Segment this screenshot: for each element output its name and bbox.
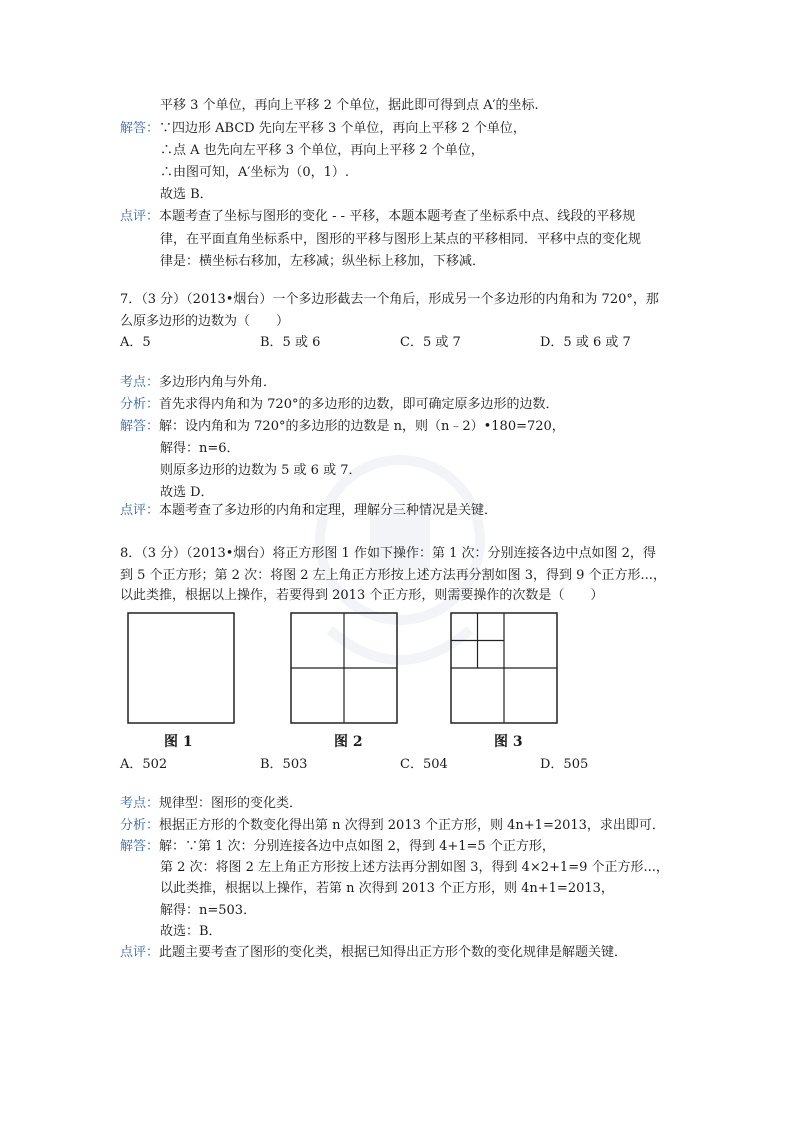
q8-answer-line-2: 第 2 次：将图 2 左上角正方形按上述方法再分割如图 3，得到 4×2+1=9 个正方形...， [160,860,669,875]
q7-comment: 点评：本题考查了多边形的内角和定理，理解分三种情况是关键． [120,503,498,518]
q8-option-c: C．504 [400,757,448,772]
answer-tag: 解答： [120,839,160,854]
figure-3 [450,612,558,724]
q8-stem-line-1: 8．（3 分）（2013•烟台）将正方形图 1 作如下操作：第 1 次：分别连接各边中点如图 2，得 [120,546,656,561]
q6-answer-line-2: ∴点 A 也先向左平移 3 个单位，再向上平移 2 个单位， [160,143,484,158]
q8-answer-line-4: 解得：n=503． [160,903,257,918]
q7-answer-line-2: 解得：n=6． [160,441,240,456]
q8-answer-line-1: 解答：解：∵第 1 次：分别连接各边中点如图 2，得到 4+1=5 个正方形， [120,839,555,854]
q8-analysis: 分析：根据正方形的个数变化得出第 n 次得到 2013 个正方形，则 4n+1=2013，求出即可． [120,818,665,833]
q7-stem-line-2: 么原多边形的边数为（ ） [120,314,290,329]
q7-answer-line-1: 解答：解：设内角和为 720°的多边形的边数是 n，则（n﹣2）•180=720， [120,419,565,434]
q6-answer-line-1: 解答：∵四边形 ABCD 先向左平移 3 个单位，再向上平移 2 个单位， [120,121,526,136]
figure-1 [127,612,235,724]
comment-tag: 点评： [120,945,160,960]
q6-comment-line-2: 律，在平面直角坐标系中，图形的平移与图形上某点的平移相同．平移中点的变化规 [160,232,642,247]
analysis-tag: 分析： [120,818,160,833]
q8-answer-line-3: 以此类推，根据以上操作，若第 n 次得到 2013 个正方形，则 4n+1=2013， [160,881,614,896]
figure-2 [290,612,398,724]
q7-answer-line-4: 故选 D． [160,485,214,500]
q8-answer-line-5: 故选：B． [160,924,222,939]
figure-1-caption: 图 1 [164,734,193,750]
q6-continuation: 平移 3 个单位，再向上平移 2 个单位，据此即可得到点 A′的坐标. [160,98,539,113]
q6-answer-line-4: 故选 B． [160,187,213,202]
answer-tag: 解答： [120,419,160,434]
q7-analysis: 分析：首先求得内角和为 720°的多边形的边数，即可确定原多边形的边数． [120,397,559,412]
q7-option-d: D．5 或 6 或 7 [540,335,631,350]
comment-tag: 点评： [120,209,160,224]
comment-tag: 点评： [120,503,160,518]
point-tag: 考点： [120,796,160,811]
answer-tag: 解答： [120,121,160,136]
figure-3-caption: 图 3 [494,734,523,750]
q8-stem-line-3: 以此类推，根据以上操作，若要得到 2013 个正方形，则需要操作的次数是（ ） [120,588,604,603]
q8-comment: 点评：此题主要考查了图形的变化类，根据已知得出正方形个数的变化规律是解题关键． [120,945,628,960]
q8-option-d: D．505 [540,757,589,772]
q6-comment-line-3: 律是：横坐标右移加，左移减；纵坐标上移加，下移减． [160,254,486,269]
q6-answer-line-3: ∴由图可知，A′坐标为（0，1）. [160,165,350,180]
q8-option-b: B．503 [260,757,308,772]
figure-1-square [128,613,234,723]
q7-option-c: C．5 或 7 [400,335,461,350]
q7-option-a: A．5 [120,335,151,350]
q6-comment-line-1: 点评：本题考查了坐标与图形的变化 - - 平移，本题本题考查了坐标系中点、线段的平移规 [120,209,636,224]
q7-point: 考点：多边形内角与外角． [120,375,277,390]
q8-point: 考点：规律型：图形的变化类． [120,796,303,811]
figure-2-caption: 图 2 [334,734,363,750]
q8-option-a: A．502 [120,757,168,772]
analysis-tag: 分析： [120,397,160,412]
q7-answer-line-3: 则原多边形的边数为 5 或 6 或 7． [160,463,362,478]
q7-stem-line-1: 7．（3 分）（2013•烟台）一个多边形截去一个角后，形成另一个多边形的内角和为 720°，那 [120,292,659,307]
q8-stem-line-2: 到 5 个正方形；第 2 次：将图 2 左上角正方形按上述方法再分割如图 3，得到 9 个正方形...， [120,568,666,583]
point-tag: 考点： [120,375,160,390]
q7-option-b: B．5 或 6 [260,335,321,350]
